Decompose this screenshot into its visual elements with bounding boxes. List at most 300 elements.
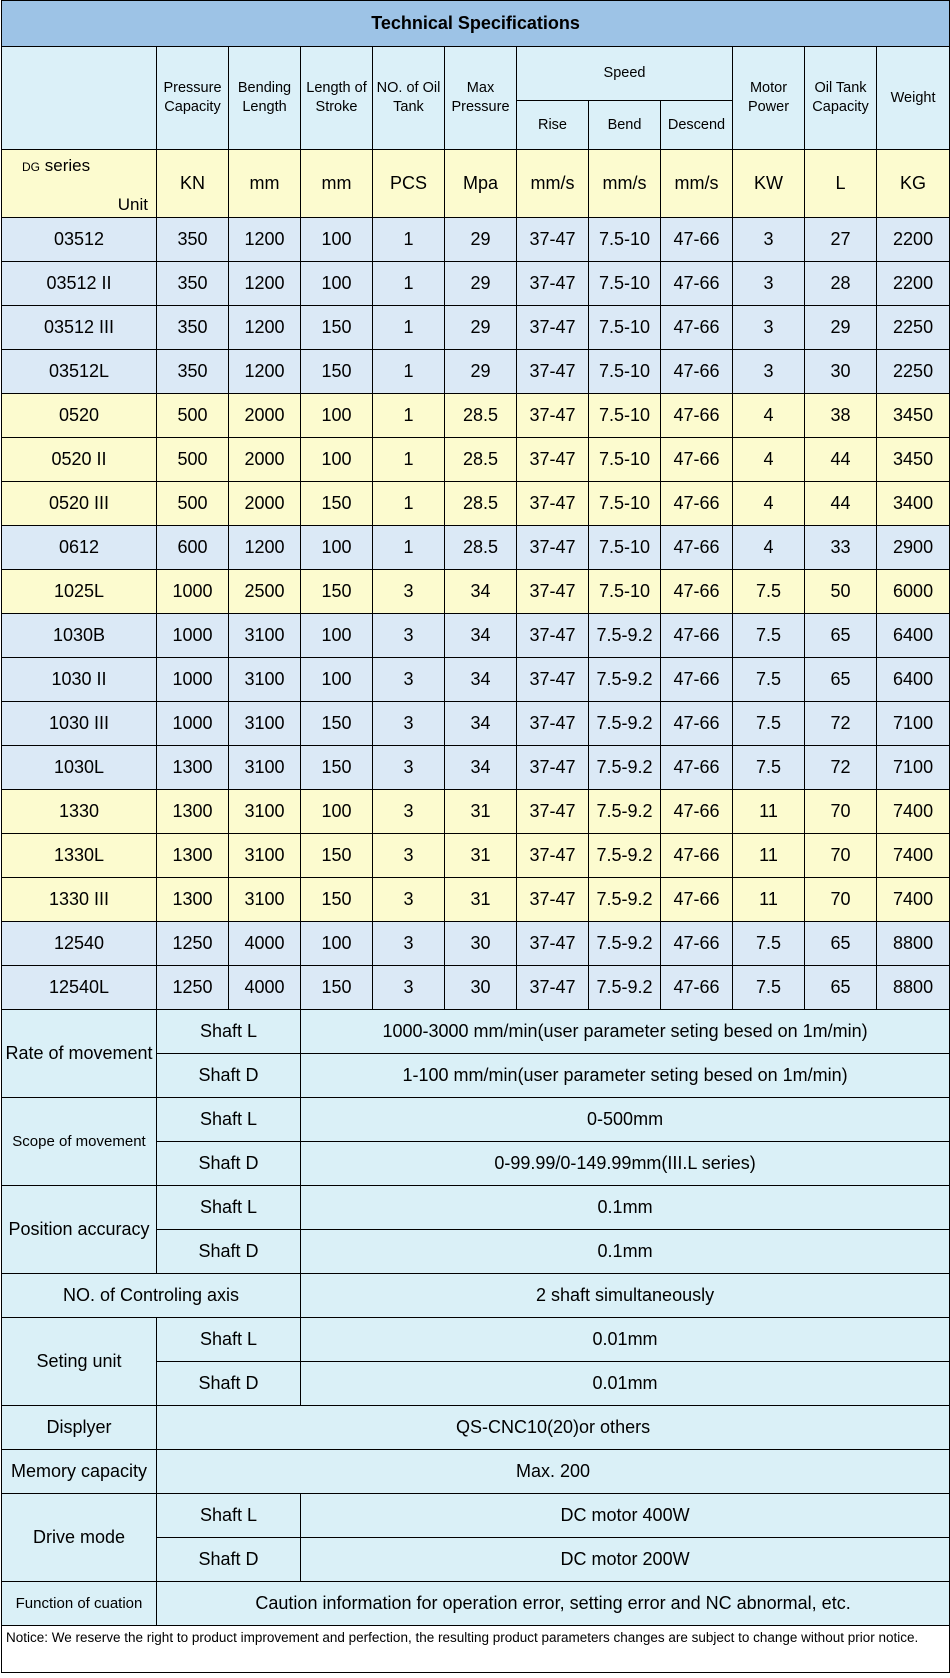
unit-cell: KG: [877, 150, 950, 218]
spec-value-cell: 31: [445, 834, 517, 878]
header-max-pressure: Max Pressure: [445, 47, 517, 150]
spec-value-cell: 150: [301, 570, 373, 614]
spec-value-cell: 70: [805, 834, 877, 878]
spec-value-cell: 3100: [229, 790, 301, 834]
model-name-cell: 1030B: [2, 614, 157, 658]
spec-value-cell: 3100: [229, 746, 301, 790]
table-row: [2, 614, 950, 658]
drive-mode-row-l: [2, 1494, 950, 1538]
spec-value-cell: 6000: [877, 570, 950, 614]
spec-value-cell: 37-47: [517, 878, 589, 922]
spec-value-cell: 34: [445, 570, 517, 614]
spec-value-cell: 2500: [229, 570, 301, 614]
spec-value-cell: 7.5-9.2: [589, 834, 661, 878]
spec-value-cell: 1300: [157, 878, 229, 922]
seting-unit-shaft-d-value: 0.01mm: [301, 1362, 950, 1406]
spec-value-cell: 30: [805, 350, 877, 394]
spec-value-cell: 7.5: [733, 746, 805, 790]
spec-value-cell: 47-66: [661, 306, 733, 350]
spec-value-cell: 2250: [877, 306, 950, 350]
spec-value-cell: 34: [445, 658, 517, 702]
table-row: [2, 526, 950, 570]
table-row: [2, 790, 950, 834]
spec-value-cell: 7.5-10: [589, 570, 661, 614]
model-name-cell: 03512 III: [2, 306, 157, 350]
rate-of-movement-shaft-d-value: 1-100 mm/min(user parameter seting besed on 1m/min): [301, 1054, 950, 1098]
spec-value-cell: 47-66: [661, 966, 733, 1010]
spec-value-cell: 7.5-10: [589, 482, 661, 526]
spec-value-cell: 4000: [229, 922, 301, 966]
spec-value-cell: 100: [301, 922, 373, 966]
spec-value-cell: 1200: [229, 262, 301, 306]
model-name-cell: 1330L: [2, 834, 157, 878]
spec-value-cell: 3: [373, 614, 445, 658]
model-name-cell: 03512: [2, 218, 157, 262]
spec-value-cell: 1200: [229, 218, 301, 262]
spec-value-cell: 1: [373, 526, 445, 570]
spec-value-cell: 2900: [877, 526, 950, 570]
table-row: [2, 262, 950, 306]
spec-value-cell: 29: [445, 218, 517, 262]
header-oil-tank-capacity: Oil Tank Capacity: [805, 47, 877, 150]
spec-value-cell: 11: [733, 834, 805, 878]
spec-value-cell: 4000: [229, 966, 301, 1010]
spec-value-cell: 44: [805, 482, 877, 526]
spec-value-cell: 6400: [877, 614, 950, 658]
unit-cell: KN: [157, 150, 229, 218]
header-bending-length: Bending Length: [229, 47, 301, 150]
spec-value-cell: 1000: [157, 658, 229, 702]
position-accuracy-shaft-l-value: 0.1mm: [301, 1186, 950, 1230]
table-row: [2, 482, 950, 526]
spec-value-cell: 3100: [229, 878, 301, 922]
header-pressure-capacity: Pressure Capacity: [157, 47, 229, 150]
spec-value-cell: 150: [301, 350, 373, 394]
spec-value-cell: 150: [301, 834, 373, 878]
rate-of-movement-label: Rate of movement: [2, 1010, 157, 1098]
spec-value-cell: 500: [157, 438, 229, 482]
spec-value-cell: 500: [157, 394, 229, 438]
memory-capacity-value: Max. 200: [157, 1450, 950, 1494]
seting-unit-shaft-l-value: 0.01mm: [301, 1318, 950, 1362]
unit-cell: PCS: [373, 150, 445, 218]
spec-value-cell: 37-47: [517, 438, 589, 482]
series-word: series: [44, 156, 91, 175]
spec-value-cell: 29: [805, 306, 877, 350]
spec-value-cell: 11: [733, 878, 805, 922]
drive-mode-label: Drive mode: [2, 1494, 157, 1582]
spec-value-cell: 350: [157, 218, 229, 262]
spec-value-cell: 37-47: [517, 350, 589, 394]
spec-value-cell: 3: [373, 922, 445, 966]
function-of-cuation-label: Function of cuation: [2, 1582, 157, 1626]
header-motor-power: Motor Power: [733, 47, 805, 150]
header-speed: Speed: [517, 47, 733, 101]
seting-unit-label: Seting unit: [2, 1318, 157, 1406]
spec-value-cell: 34: [445, 746, 517, 790]
spec-value-cell: 65: [805, 966, 877, 1010]
displyer-label: Displyer: [2, 1406, 157, 1450]
displyer-value: QS-CNC10(20)or others: [157, 1406, 950, 1450]
model-name-cell: 0612: [2, 526, 157, 570]
spec-value-cell: 72: [805, 746, 877, 790]
notice-row: [2, 1626, 950, 1673]
header-weight: Weight: [877, 47, 950, 150]
spec-value-cell: 30: [445, 966, 517, 1010]
scope-of-movement-label: Scope of movement: [2, 1098, 157, 1186]
spec-value-cell: 150: [301, 966, 373, 1010]
spec-value-cell: 47-66: [661, 922, 733, 966]
spec-value-cell: 3: [373, 790, 445, 834]
spec-value-cell: 2250: [877, 350, 950, 394]
spec-value-cell: 47-66: [661, 790, 733, 834]
spec-value-cell: 8800: [877, 966, 950, 1010]
spec-value-cell: 100: [301, 658, 373, 702]
drive-mode-shaft-l-label: Shaft L: [157, 1494, 301, 1538]
spec-value-cell: 3: [373, 966, 445, 1010]
spec-value-cell: 350: [157, 350, 229, 394]
spec-value-cell: 34: [445, 702, 517, 746]
table-title: Technical Specifications: [2, 1, 950, 47]
spec-value-cell: 1000: [157, 702, 229, 746]
spec-value-cell: 3: [733, 306, 805, 350]
spec-value-cell: 1300: [157, 746, 229, 790]
spec-value-cell: 70: [805, 878, 877, 922]
spec-value-cell: 3: [373, 834, 445, 878]
spec-value-cell: 37-47: [517, 482, 589, 526]
unit-cell: mm: [301, 150, 373, 218]
scope-of-movement-row-l: [2, 1098, 950, 1142]
model-name-cell: 0520 II: [2, 438, 157, 482]
position-accuracy-label: Position accuracy: [2, 1186, 157, 1274]
spec-value-cell: 7.5: [733, 570, 805, 614]
spec-value-cell: 47-66: [661, 350, 733, 394]
spec-value-cell: 47-66: [661, 438, 733, 482]
spec-value-cell: 3: [373, 746, 445, 790]
spec-value-cell: 7400: [877, 878, 950, 922]
spec-value-cell: 100: [301, 614, 373, 658]
spec-value-cell: 1200: [229, 526, 301, 570]
function-of-cuation-row: [2, 1582, 950, 1626]
table-row: [2, 350, 950, 394]
notice-text: Notice: We reserve the right to product improvement and perfection, the resulting product parameters changes are subject to change without prior notice.: [2, 1626, 950, 1673]
spec-value-cell: 7.5: [733, 922, 805, 966]
unit-cell: mm/s: [589, 150, 661, 218]
model-name-cell: 12540: [2, 922, 157, 966]
spec-value-cell: 3450: [877, 394, 950, 438]
model-name-cell: 1030 III: [2, 702, 157, 746]
spec-value-cell: 150: [301, 746, 373, 790]
displyer-row: [2, 1406, 950, 1450]
spec-value-cell: 37-47: [517, 570, 589, 614]
spec-value-cell: 3: [733, 218, 805, 262]
scope-of-movement-shaft-l-label: Shaft L: [157, 1098, 301, 1142]
spec-value-cell: 29: [445, 350, 517, 394]
header-no-oil-tank: NO. of Oil Tank: [373, 47, 445, 150]
spec-value-cell: 34: [445, 614, 517, 658]
spec-value-cell: 7.5-9.2: [589, 702, 661, 746]
spec-value-cell: 1: [373, 394, 445, 438]
model-name-cell: 03512L: [2, 350, 157, 394]
spec-value-cell: 6400: [877, 658, 950, 702]
function-of-cuation-value: Caution information for operation error, setting error and NC abnormal, etc.: [157, 1582, 950, 1626]
rate-of-movement-shaft-d-label: Shaft D: [157, 1054, 301, 1098]
table-row: [2, 746, 950, 790]
header-length-of-stroke: Length of Stroke: [301, 47, 373, 150]
scope-of-movement-shaft-l-value: 0-500mm: [301, 1098, 950, 1142]
spec-value-cell: 7.5-10: [589, 262, 661, 306]
spec-value-cell: 1: [373, 482, 445, 526]
position-accuracy-row-l: [2, 1186, 950, 1230]
table-row: [2, 834, 950, 878]
spec-value-cell: 31: [445, 790, 517, 834]
spec-value-cell: 47-66: [661, 878, 733, 922]
spec-value-cell: 37-47: [517, 262, 589, 306]
spec-value-cell: 3: [373, 702, 445, 746]
spec-value-cell: 100: [301, 526, 373, 570]
spec-value-cell: 7.5-9.2: [589, 790, 661, 834]
unit-cell: Mpa: [445, 150, 517, 218]
memory-capacity-row: [2, 1450, 950, 1494]
scope-of-movement-shaft-d-label: Shaft D: [157, 1142, 301, 1186]
drive-mode-shaft-l-value: DC motor 400W: [301, 1494, 950, 1538]
memory-capacity-label: Memory capacity: [2, 1450, 157, 1494]
spec-value-cell: 47-66: [661, 614, 733, 658]
spec-value-cell: 37-47: [517, 966, 589, 1010]
spec-value-cell: 4: [733, 482, 805, 526]
spec-value-cell: 500: [157, 482, 229, 526]
table-row: [2, 438, 950, 482]
spec-value-cell: 600: [157, 526, 229, 570]
spec-value-cell: 37-47: [517, 746, 589, 790]
spec-value-cell: 7100: [877, 702, 950, 746]
spec-value-cell: 100: [301, 262, 373, 306]
spec-value-cell: 7100: [877, 746, 950, 790]
spec-value-cell: 37-47: [517, 394, 589, 438]
spec-value-cell: 47-66: [661, 570, 733, 614]
spec-value-cell: 350: [157, 306, 229, 350]
spec-value-cell: 47-66: [661, 702, 733, 746]
spec-value-cell: 70: [805, 790, 877, 834]
spec-value-cell: 4: [733, 394, 805, 438]
controling-axis-value: 2 shaft simultaneously: [301, 1274, 950, 1318]
spec-value-cell: 7.5-10: [589, 526, 661, 570]
spec-value-cell: 1000: [157, 614, 229, 658]
spec-value-cell: 47-66: [661, 482, 733, 526]
spec-value-cell: 47-66: [661, 218, 733, 262]
spec-value-cell: 37-47: [517, 658, 589, 702]
model-name-cell: 0520 III: [2, 482, 157, 526]
spec-value-cell: 7.5-9.2: [589, 922, 661, 966]
spec-value-cell: 350: [157, 262, 229, 306]
spec-value-cell: 3: [373, 878, 445, 922]
spec-value-cell: 2000: [229, 482, 301, 526]
spec-value-cell: 7.5: [733, 658, 805, 702]
spec-value-cell: 7.5-9.2: [589, 658, 661, 702]
model-name-cell: 1330 III: [2, 878, 157, 922]
spec-value-cell: 3450: [877, 438, 950, 482]
spec-value-cell: 1200: [229, 350, 301, 394]
spec-value-cell: 37-47: [517, 526, 589, 570]
spec-value-cell: 47-66: [661, 394, 733, 438]
spec-value-cell: 3: [373, 570, 445, 614]
spec-value-cell: 65: [805, 614, 877, 658]
spec-value-cell: 7.5-9.2: [589, 966, 661, 1010]
spec-value-cell: 150: [301, 702, 373, 746]
spec-value-cell: 7.5: [733, 966, 805, 1010]
spec-value-cell: 28: [805, 262, 877, 306]
spec-value-cell: 65: [805, 658, 877, 702]
spec-value-cell: 27: [805, 218, 877, 262]
spec-value-cell: 3100: [229, 658, 301, 702]
model-name-cell: 12540L: [2, 966, 157, 1010]
spec-value-cell: 3: [373, 658, 445, 702]
spec-value-cell: 37-47: [517, 790, 589, 834]
model-name-cell: 1030 II: [2, 658, 157, 702]
spec-value-cell: 4: [733, 526, 805, 570]
spec-value-cell: 65: [805, 922, 877, 966]
spec-value-cell: 8800: [877, 922, 950, 966]
spec-value-cell: 7400: [877, 790, 950, 834]
spec-value-cell: 37-47: [517, 218, 589, 262]
model-name-cell: 1330: [2, 790, 157, 834]
spec-value-cell: 7.5: [733, 614, 805, 658]
spec-value-cell: 100: [301, 218, 373, 262]
spec-value-cell: 1250: [157, 966, 229, 1010]
spec-value-cell: 1000: [157, 570, 229, 614]
header-bend: Bend: [589, 101, 661, 150]
spec-value-cell: 28.5: [445, 526, 517, 570]
header-descend: Descend: [661, 101, 733, 150]
unit-cell: mm/s: [661, 150, 733, 218]
spec-value-cell: 72: [805, 702, 877, 746]
spec-value-cell: 3100: [229, 834, 301, 878]
spec-value-cell: 4: [733, 438, 805, 482]
spec-value-cell: 2000: [229, 394, 301, 438]
unit-cell: KW: [733, 150, 805, 218]
spec-value-cell: 1200: [229, 306, 301, 350]
spec-value-cell: 29: [445, 262, 517, 306]
table-row: [2, 394, 950, 438]
spec-value-cell: 11: [733, 790, 805, 834]
spec-value-cell: 37-47: [517, 922, 589, 966]
position-accuracy-shaft-d-label: Shaft D: [157, 1230, 301, 1274]
spec-value-cell: 1300: [157, 790, 229, 834]
spec-value-cell: 44: [805, 438, 877, 482]
spec-value-cell: 7.5-10: [589, 350, 661, 394]
drive-mode-shaft-d-value: DC motor 200W: [301, 1538, 950, 1582]
spec-value-cell: 47-66: [661, 658, 733, 702]
spec-value-cell: 150: [301, 878, 373, 922]
table-row: [2, 922, 950, 966]
series-label: [22, 156, 90, 176]
spec-value-cell: 28.5: [445, 482, 517, 526]
table-row: [2, 878, 950, 922]
rate-of-movement-row-l: [2, 1010, 950, 1054]
spec-value-cell: 47-66: [661, 746, 733, 790]
spec-value-cell: 1300: [157, 834, 229, 878]
spec-value-cell: 47-66: [661, 262, 733, 306]
spec-value-cell: 7.5-10: [589, 306, 661, 350]
spec-value-cell: 37-47: [517, 834, 589, 878]
spec-value-cell: 37-47: [517, 702, 589, 746]
model-name-cell: 0520: [2, 394, 157, 438]
header-rise: Rise: [517, 101, 589, 150]
spec-value-cell: 100: [301, 394, 373, 438]
series-prefix: DG: [22, 160, 40, 174]
spec-value-cell: 38: [805, 394, 877, 438]
spec-value-cell: 2000: [229, 438, 301, 482]
position-accuracy-shaft-l-label: Shaft L: [157, 1186, 301, 1230]
spec-value-cell: 28.5: [445, 438, 517, 482]
spec-value-cell: 47-66: [661, 526, 733, 570]
spec-value-cell: 50: [805, 570, 877, 614]
spec-value-cell: 3100: [229, 614, 301, 658]
spec-value-cell: 29: [445, 306, 517, 350]
seting-unit-shaft-d-label: Shaft D: [157, 1362, 301, 1406]
spec-value-cell: 100: [301, 438, 373, 482]
drive-mode-shaft-d-label: Shaft D: [157, 1538, 301, 1582]
rate-of-movement-shaft-l-value: 1000-3000 mm/min(user parameter seting besed on 1m/min): [301, 1010, 950, 1054]
model-name-cell: 1030L: [2, 746, 157, 790]
spec-value-cell: 37-47: [517, 614, 589, 658]
corner-blank: [2, 47, 157, 150]
table-row: [2, 658, 950, 702]
table-row: [2, 306, 950, 350]
spec-value-cell: 1: [373, 306, 445, 350]
model-name-cell: 1025L: [2, 570, 157, 614]
spec-value-cell: 3400: [877, 482, 950, 526]
spec-value-cell: 150: [301, 306, 373, 350]
spec-value-cell: 1: [373, 262, 445, 306]
spec-value-cell: 3100: [229, 702, 301, 746]
spec-value-cell: 2200: [877, 262, 950, 306]
controling-axis-label: NO. of Controling axis: [2, 1274, 301, 1318]
scope-of-movement-shaft-d-value: 0-99.99/0-149.99mm(III.L series): [301, 1142, 950, 1186]
spec-value-cell: 7.5-10: [589, 438, 661, 482]
spec-value-cell: 150: [301, 482, 373, 526]
spec-value-cell: 7.5-10: [589, 394, 661, 438]
unit-cell: mm: [229, 150, 301, 218]
spec-value-cell: 100: [301, 790, 373, 834]
table-row: [2, 218, 950, 262]
spec-value-cell: 7400: [877, 834, 950, 878]
spec-value-cell: 7.5-9.2: [589, 746, 661, 790]
spec-value-cell: 1: [373, 438, 445, 482]
series-unit-corner: [2, 150, 157, 218]
spec-value-cell: 7.5: [733, 702, 805, 746]
spec-value-cell: 47-66: [661, 834, 733, 878]
unit-label: Unit: [117, 195, 148, 214]
spec-value-cell: 1: [373, 350, 445, 394]
spec-value-cell: 3: [733, 262, 805, 306]
spec-value-cell: 37-47: [517, 306, 589, 350]
unit-cell: mm/s: [517, 150, 589, 218]
unit-cell: L: [805, 150, 877, 218]
spec-value-cell: 7.5-9.2: [589, 614, 661, 658]
table-row: [2, 570, 950, 614]
spec-value-cell: 3: [733, 350, 805, 394]
spec-table: [1, 0, 950, 1673]
seting-unit-row-l: [2, 1318, 950, 1362]
spec-value-cell: 7.5-10: [589, 218, 661, 262]
table-row: [2, 702, 950, 746]
table-row: [2, 966, 950, 1010]
spec-value-cell: 2200: [877, 218, 950, 262]
spec-value-cell: 30: [445, 922, 517, 966]
rate-of-movement-shaft-l-label: Shaft L: [157, 1010, 301, 1054]
spec-value-cell: 33: [805, 526, 877, 570]
